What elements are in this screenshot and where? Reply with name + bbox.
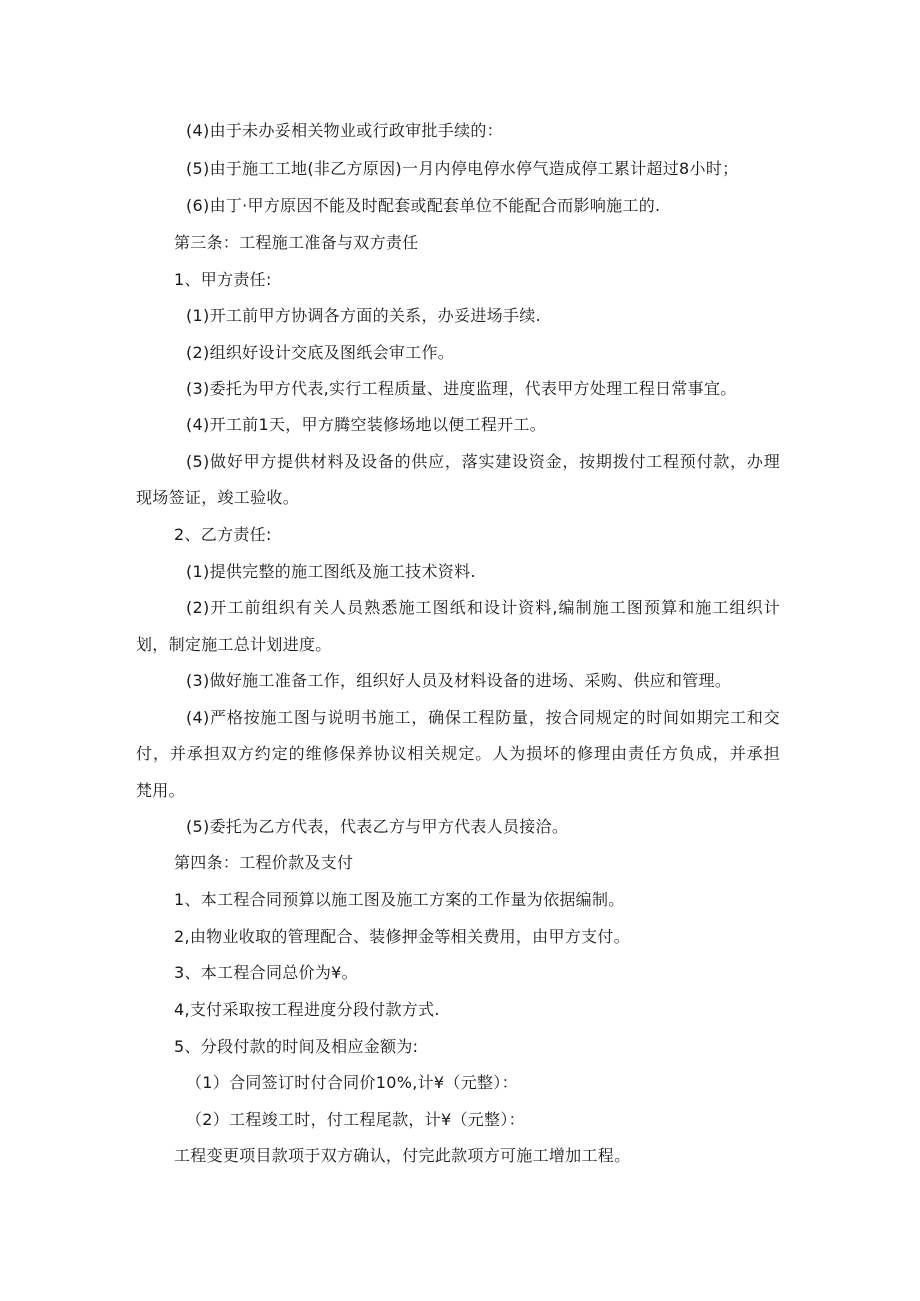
section-heading: 2、乙方责任:	[174, 525, 272, 544]
payment-item: 2,由物业收取的管理配合、装修押金等相关费用，由甲方支付。	[174, 927, 630, 946]
clause-line: (2)组织好设计交底及图纸会审工作。	[186, 343, 455, 362]
clause-continuation: 付，并承担双方约定的维修保养协议相关规定。人为损坏的修理由责任方负成，并承担	[136, 744, 780, 763]
clause-line: (4)由于未办妥相关物业或行政审批手续的：	[186, 121, 503, 140]
payment-subitem: （1）合同签订时付合同价10%,计¥（元整）：	[186, 1073, 518, 1092]
payment-item: 4,支付采取按工程进度分段付款方式.	[174, 1000, 440, 1019]
clause-line: (4)严格按施工图与说明书施工，确保工程防量，按合同规定的时间如期完工和交	[186, 708, 780, 727]
clause-line: (5)由于施工工地(非乙方原因)一月内停电停水停气造成停工累计超过8小时；	[186, 159, 739, 178]
clause-continuation: 梵用。	[136, 781, 185, 800]
article-heading: 第三条：工程施工准备与双方责任	[174, 233, 419, 252]
clause-line: (1)提供完整的施工图纸及施工技术资料.	[186, 562, 476, 581]
clause-line: (5)委托为乙方代表，代表乙方与甲方代表人员接洽。	[186, 817, 569, 836]
clause-line: (3)做好施工准备工作，组织好人员及材料设备的进场、采购、供应和管理。	[186, 671, 732, 690]
clause-continuation: 划，制定施工总计划进度。	[136, 635, 332, 654]
payment-item: 3、本工程合同总价为¥。	[174, 963, 358, 982]
payment-subitem: （2）工程竣工时，付工程尾款，计¥（元整）：	[186, 1110, 525, 1129]
clause-line: (4)开工前1天，甲方腾空装修场地以便工程开工。	[186, 415, 547, 434]
clause-continuation: 现场签证，竣工验收。	[136, 488, 300, 507]
clause-line: (2)开工前组织有关人员熟悉施工图纸和设计资料,编制施工图预算和施工组织计	[186, 598, 780, 617]
payment-item: 5、分段付款的时间及相应金额为:	[174, 1037, 419, 1056]
clause-line: (1)开工前甲方协调各方面的关系，办妥进场手续.	[186, 306, 541, 325]
clause-line: (6)由丁·甲方原因不能及时配套或配套单位不能配合而影响施工的.	[186, 196, 661, 215]
payment-item: 1、本工程合同预算以施工图及施工方案的工作量为依据编制。	[174, 890, 625, 909]
clause-line: (5)做好甲方提供材料及设备的供应，落实建设资金，按期拨付工程预付款，办理	[186, 452, 780, 471]
article-heading: 第四条：工程价款及支付	[174, 853, 354, 872]
section-heading: 1、甲方责任:	[174, 270, 272, 289]
clause-line: (3)委托为甲方代表,实行工程质量、进度监理，代表甲方处理工程日常事宜。	[186, 379, 737, 398]
closing-line: 工程变更项目款项于双方确认，付完此款项方可施工增加工程。	[174, 1146, 631, 1165]
